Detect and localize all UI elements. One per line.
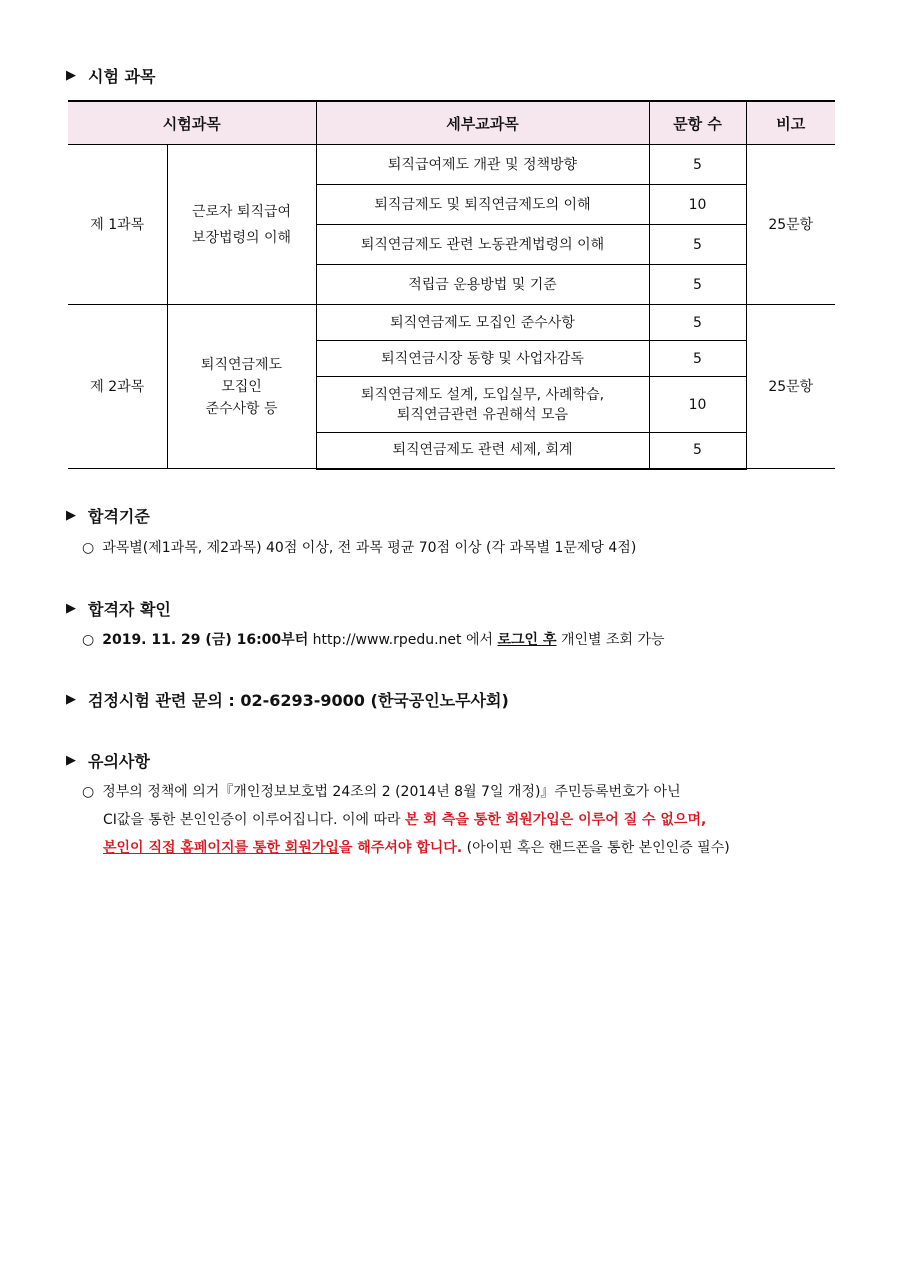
header-count: 문항 수 [649,101,746,145]
course-cell: 퇴직연금제도 관련 노동관계법령의 이해 [316,225,649,265]
triangle-bullet-icon: ▶ [66,508,76,523]
pass-criteria-title: 합격기준 [88,507,150,526]
pass-check-title: 합격자 확인 [88,600,171,619]
pass-check-heading [66,597,171,620]
circle-bullet-icon: ○ [82,632,95,648]
subject-cell: 제 1과목 [68,145,167,305]
count-cell: 5 [649,265,746,305]
inquiry-heading [66,688,509,711]
table-row [68,305,835,341]
count-cell: 5 [649,305,746,341]
notes-text-2: CI값을 통한 본인인증이 이루어집니다. 이에 따라 [103,812,401,828]
course-cell: 퇴직연금제도 관련 세제, 회계 [316,433,649,469]
course-line: 퇴직연금관련 유권해석 모음 [396,406,569,423]
count-cell: 5 [649,225,746,265]
count-cell: 5 [649,145,746,185]
course-cell: 적립금 운용방법 및 기준 [316,265,649,305]
count-cell: 5 [649,433,746,469]
course-cell: 퇴직급여제도 개관 및 정책방향 [316,145,649,185]
exam-subjects-heading [66,64,155,87]
notes-line-1 [82,781,681,801]
notes-title: 유의사항 [88,752,150,771]
header-subject: 시험과목 [68,101,316,145]
pass-check-url[interactable]: http://www.rpedu.net [312,632,462,648]
triangle-bullet-icon: ▶ [66,601,76,616]
area-line: 보장법령의 이해 [191,229,292,246]
notes-warning-3b: 을 해주셔야 합니다. [338,840,463,856]
note-cell: 25문항 [746,305,835,469]
count-cell: 10 [649,377,746,433]
course-cell [316,377,649,433]
notes-line-3 [103,837,730,857]
course-cell: 퇴직연금시장 동향 및 사업자감독 [316,341,649,377]
triangle-bullet-icon: ▶ [66,68,76,83]
table-header-row [68,101,835,145]
header-course: 세부교과목 [316,101,649,145]
area-line: 모집인 [221,378,262,395]
count-cell: 5 [649,341,746,377]
count-cell: 10 [649,185,746,225]
circle-bullet-icon: ○ [82,784,95,800]
area-cell [167,305,316,469]
pass-check-tail: 개인별 조회 가능 [560,632,665,648]
note-cell: 25문항 [746,145,835,305]
area-line: 퇴직연금제도 [200,356,283,373]
area-line: 준수사항 등 [205,400,278,417]
triangle-bullet-icon: ▶ [66,692,76,707]
pass-criteria-heading [66,504,150,527]
inquiry-text: 검정시험 관련 문의 : 02-6293-9000 (한국공인노무사회) [88,691,509,710]
pass-criteria-line [82,537,636,557]
course-cell: 퇴직연금제도 모집인 준수사항 [316,305,649,341]
notes-text-3: (아이핀 혹은 핸드폰을 통한 본인인증 필수) [466,840,730,856]
table-row [68,145,835,185]
notes-text-1: 정부의 정책에 의거『개인정보보호법 24조의 2 (2014년 8월 7일 개정)』주민등록번호가 아닌 [102,784,681,800]
pass-check-mid: 에서 [465,632,494,648]
pass-check-login: 로그인 후 [497,632,557,648]
notes-line-2 [103,809,706,829]
pass-criteria-text: 과목별(제1과목, 제2과목) 40점 이상, 전 과목 평균 70점 이상 (각 과목별 1문제당 4점) [102,540,637,556]
notes-warning-3a: 본인이 직접 홈페이지를 통한 회원가입 [103,840,339,856]
notes-warning-2: 본 회 측을 통한 회원가입은 이루어 질 수 없으며, [405,812,707,828]
header-note: 비고 [746,101,835,145]
pass-check-line [82,629,665,649]
area-line: 근로자 퇴직급여 [191,203,292,220]
subject-cell: 제 2과목 [68,305,167,469]
course-line: 퇴직연금제도 설계, 도입실무, 사례학습, [360,386,605,403]
pass-check-date: 2019. 11. 29 (금) 16:00부터 [102,632,309,648]
course-cell: 퇴직금제도 및 퇴직연금제도의 이해 [316,185,649,225]
triangle-bullet-icon: ▶ [66,753,76,768]
exam-subjects-title: 시험 과목 [88,67,156,86]
area-cell [167,145,316,305]
circle-bullet-icon: ○ [82,540,95,556]
notes-heading [66,749,150,772]
exam-subjects-table [68,100,835,470]
